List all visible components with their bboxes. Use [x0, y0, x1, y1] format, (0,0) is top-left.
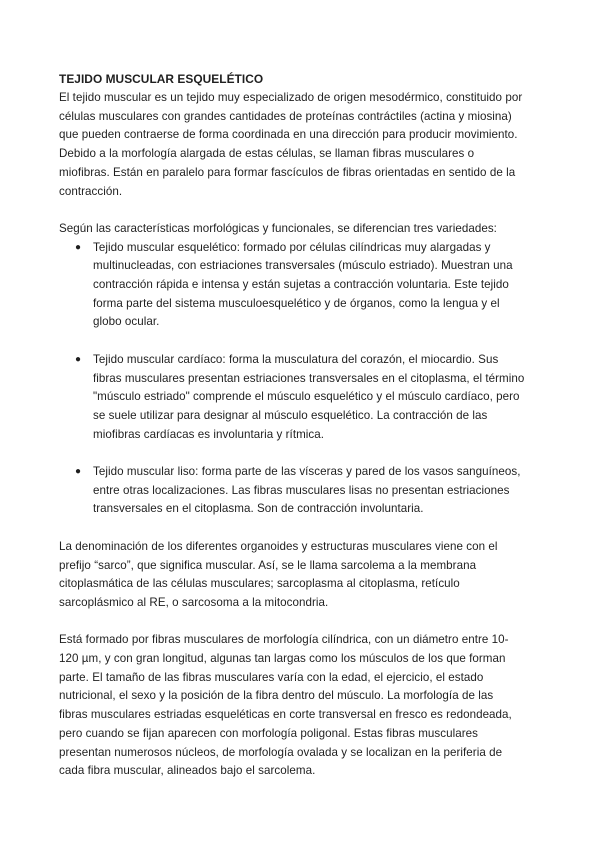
list-item-smooth	[59, 463, 525, 519]
paragraph-spacer	[59, 519, 525, 538]
fibers-paragraph: Está formado por fibras musculares de morfología cilíndrica, con un diámetro entre 10-120 µm, y con gran longitud, algunas tan largas como los músculos de los que forman parte. El tamaño de las fibras musculares varía con la edad, el ejercicio, el estado nutricional, el sexo y la posición de la fibra dentro del músculo. La morfología de las fibras musculares estriadas esqueléticas en corte transversal en fresco es redondeada, pero cuando se fijan aparecen con morfología poligonal. Estas fibras musculares presentan numerosos núcleos, de morfología ovalada y se localizan en la periferia de cada fibra muscular, alineados bajo el sarcolema.	[59, 633, 512, 778]
intro-paragraph: El tejido muscular es un tejido muy especializado de origen mesodérmico, constituido por células musculares con grandes cantidades de proteínas contráctiles (actina y miosina) que pueden contraerse de forma coordinada en una dirección para producir movimiento. Debido a la morfología alargada de estas células, se llaman fibras musculares o miofibras. Están en paralelo para formar fascículos de fibras orientadas en sentido de la contracción.	[59, 91, 523, 198]
document-title: TEJIDO MUSCULAR ESQUELÉTICO	[59, 72, 264, 86]
list-spacer	[59, 332, 525, 351]
document-page	[59, 70, 525, 781]
list-item-text: Tejido muscular liso: forma parte de las vísceras y pared de los vasos sanguíneos, entre otras localizaciones. Las fibras musculares lisas no presentan estriaciones transversales en el citoplasma. Son de contracción involuntaria.	[93, 465, 521, 516]
list-item-text: Tejido muscular cardíaco: forma la musculatura del corazón, el miocardio. Sus fibras musculares presentan estriaciones transversales en el citoplasma, el término "músculo estriado" comprende el músculo esquelético y el músculo cardíaco, pero se suele utilizar para designar al músculo esquelético. La contracción de las miofibras cardíacas es involuntaria y rítmica.	[93, 352, 525, 441]
paragraph-spacer	[59, 613, 525, 632]
list-item-text: Tejido muscular esquelético: formado por células cilíndricas muy alargadas y multinucleadas, con estriaciones transversales (músculo estriado). Muestran una contracción rápida e intensa y están sujetas a contracción voluntaria. Este tejido forma parte del sistema musculoesquelético y de órganos, como la lengua y el globo ocular.	[93, 240, 513, 329]
varieties-intro: Según las características morfológicas y funcionales, se diferencian tres variedades:	[59, 221, 497, 235]
varieties-list	[59, 239, 525, 520]
list-spacer	[59, 444, 525, 463]
paragraph-spacer	[59, 201, 525, 220]
bullet-icon: ●	[75, 466, 82, 478]
sarco-paragraph: La denominación de los diferentes organoides y estructuras musculares viene con el prefijo “sarco”, que significa muscular. Así, se le llama sarcolema a la membrana citoplasmática de las células musculares; sarcoplasma al citoplasma, retículo sarcoplásmico al RE, o sarcosoma a la mitocondria.	[59, 539, 498, 609]
bullet-icon: ●	[75, 241, 82, 253]
list-item-skeletal	[59, 239, 525, 333]
list-item-cardiac	[59, 351, 525, 445]
bullet-icon: ●	[75, 353, 82, 365]
